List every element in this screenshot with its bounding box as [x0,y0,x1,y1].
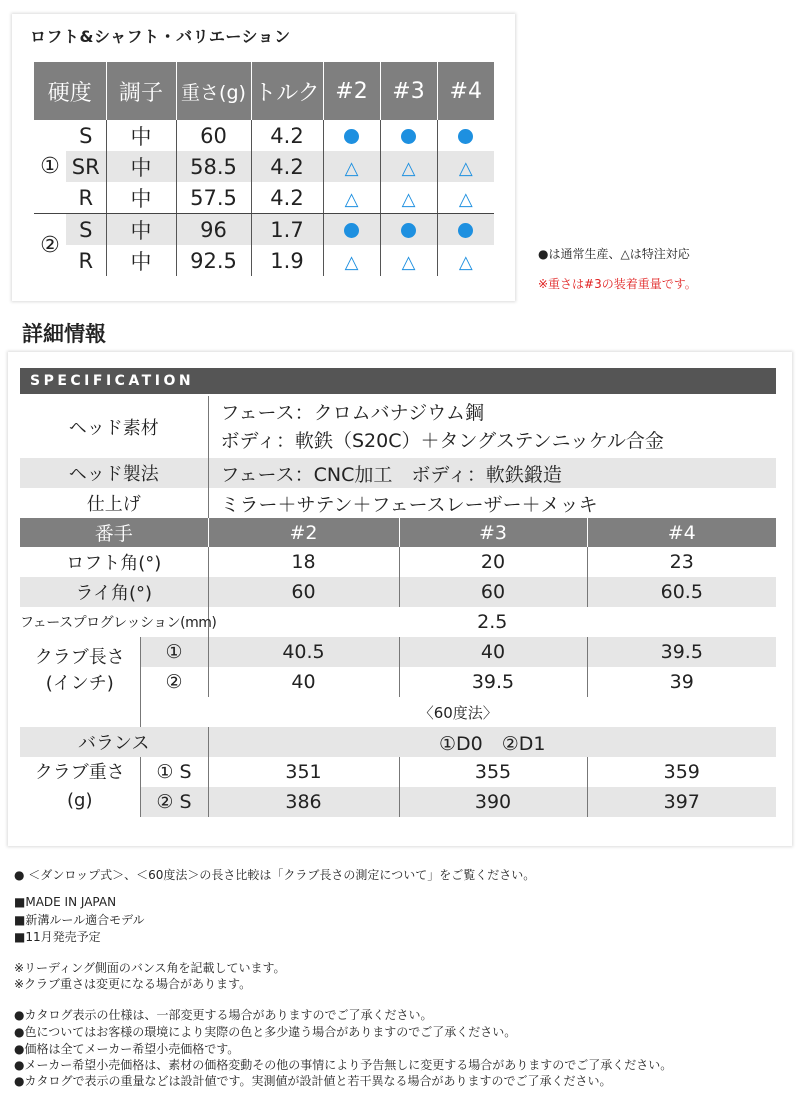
kick-value: 中 [106,151,176,182]
weight-no2: 386 [208,787,399,817]
club-weight-label-2: (g) [67,790,93,811]
balance-value: ①D0 ②D1 [208,727,776,757]
kick-value: 中 [106,120,176,151]
loft-no4: 23 [587,547,776,577]
weight-no3: 390 [399,787,587,817]
weight-no2: 351 [208,757,399,787]
header-weight [176,62,251,120]
note-price-change: ●メーカー希望小売価格は、素材の価格変動その他の事情により予告無しに変更する場合がありますのでご了承ください。 [14,1058,673,1072]
custom-triangle-icon: △ [344,188,359,210]
face-progression-label: フェースプログレッション(mm) [20,615,217,631]
torque-value: 4.2 [251,151,323,182]
loft-no3: 20 [399,547,587,577]
club-weight-label-1: クラブ重さ [34,762,125,783]
availability-no2 [323,214,380,246]
loft-no2: 18 [208,547,399,577]
availability-legend [538,245,690,262]
header-torque: トルク [251,62,323,120]
spec-row-number [20,518,776,547]
availability-no4 [437,182,494,214]
length-mark: ② [140,667,208,697]
note-groove-rule: ■新溝ルール適合モデル [14,913,145,927]
availability-no3 [380,214,437,246]
custom-triangle-icon: △ [458,157,473,179]
availability-no4 [437,120,494,151]
flex-value: R [78,248,94,273]
weight-no4: 359 [587,757,776,787]
custom-triangle-icon: △ [401,251,416,273]
weight-no3: 355 [399,757,587,787]
lie-no4: 60.5 [587,577,776,607]
loft-row [34,214,494,246]
spec-row-loft [20,547,776,577]
group-label: ② [40,232,60,258]
club-length-label-2: (インチ) [45,673,114,694]
loft-row [34,182,494,214]
torque-value: 4.2 [251,182,323,214]
note-price: ●価格は全てメーカー希望小売価格です。 [14,1042,240,1056]
loft-shaft-table [34,62,494,276]
standard-dot-icon [344,129,359,144]
custom-triangle-icon: △ [401,188,416,210]
flex-value: S [66,214,106,246]
flex-value: SR [66,151,106,182]
finish-label: 仕上げ [86,494,141,515]
standard-dot-icon [458,129,473,144]
header-weight-text: 重さ(g) [181,81,246,104]
standard-dot-icon [458,223,473,238]
availability-no4 [437,214,494,246]
availability-no2 [323,245,380,276]
flex-value: S [79,123,93,148]
torque-value: 1.9 [251,245,323,276]
length-mark: ① [140,637,208,667]
note-design-values: ●カタログで表示の重量などは設計値です。実測値が設計値と若干異なる場合がありますのでご了承ください。 [14,1074,612,1088]
loft-shaft-title: ロフト&シャフト・バリエーション [30,27,291,46]
availability-no3 [380,182,437,214]
kick-value: 中 [106,245,176,276]
spec-row-face-progression [20,607,776,637]
head-material-face: フェース：クロムバナジウム鋼 [220,402,485,424]
custom-triangle-icon: △ [458,188,473,210]
weight-mark: ② S [140,787,208,817]
weight-value: 92.5 [176,245,251,276]
availability-no2 [323,151,380,182]
weight-mark: ① S [140,757,208,787]
custom-triangle-icon: △ [458,251,473,273]
lie-label: ライ角(°) [20,577,208,607]
torque-value: 1.7 [251,214,323,246]
flex-value: R [66,182,106,214]
lie-no3: 60 [399,577,587,607]
torque-value: 4.2 [251,120,323,151]
head-material-label: ヘッド素材 [68,418,159,439]
number-no3: #3 [399,518,587,547]
header-hardness: 硬度 [34,62,106,120]
note-made-in-japan: ■MADE IN JAPAN [14,895,117,909]
custom-triangle-icon: △ [344,157,359,179]
header-no3: #3 [380,62,437,120]
legend-text: ●は通常生産、△は特注対応 [538,247,690,261]
loft-row [34,245,494,276]
head-method-value: フェース：CNC加工 ボディ：軟鉄鍛造 [208,458,776,488]
availability-no2 [323,182,380,214]
loft-row [34,120,494,151]
head-method-label: ヘッド製法 [20,458,208,488]
spec-row-finish [20,488,776,518]
note-length-comparison: ● ＜ダンロップ式＞、＜60度法＞の長さ比較は「クラブ長さの測定について」をご覧ください。 [14,868,536,882]
custom-triangle-icon: △ [401,157,416,179]
head-material-body: ボディ：軟鉄（S20C）＋タングステンニッケル合金 [220,430,664,452]
loft-label: ロフト角(°) [66,553,162,574]
length-no2: 40.5 [208,637,399,667]
spec-row-head-material [20,396,776,458]
standard-dot-icon [401,129,416,144]
kick-value: 中 [106,214,176,246]
availability-no4 [437,151,494,182]
header-no2: #2 [323,62,380,120]
note-color: ●色についてはお客様の環境により実際の色と多少違う場合がありますのでご了承ください。 [14,1025,517,1039]
weight-note: ※重さは#3の装着重量です。 [538,277,697,291]
custom-triangle-icon: △ [344,251,359,273]
group-label: ① [34,120,66,214]
note-weight-change: ※クラブ重さは変更になる場合があります。 [14,977,252,991]
spec-row-head-method [20,458,776,488]
kick-value: 中 [106,182,176,214]
length-no2: 40 [208,667,399,697]
loft-header-row [34,62,494,120]
length-no3: 40 [399,637,587,667]
spec-table [20,396,776,817]
length-no3: 39.5 [399,667,587,697]
lie-no2: 60 [208,577,399,607]
face-progression-value: 2.5 [208,607,776,637]
loft-row [34,151,494,182]
length-no4: 39.5 [587,637,776,667]
number-no4: #4 [587,518,776,547]
availability-no3 [380,245,437,276]
spec-row-length-1 [20,637,776,667]
club-weight-label [20,757,140,817]
note-spec-change: ●カタログ表示の仕様は、一部変更する場合がありますのでご了承ください。 [14,1008,433,1022]
detail-heading: 詳細情報 [22,322,106,346]
weight-no4: 397 [587,787,776,817]
head-material-value [208,396,776,458]
availability-no4 [437,245,494,276]
spec-row-weight-1 [20,757,776,787]
availability-no3 [380,151,437,182]
note-bounce-angle: ※リーディング側面のバンス角を記載しています。 [14,961,286,975]
number-no2: #2 [208,518,399,547]
standard-dot-icon [401,223,416,238]
spec-row-lie [20,577,776,607]
finish-value: ミラー＋サテン＋フェースレーザー＋メッキ [208,488,776,518]
note-release: ■11月発売予定 [14,930,101,944]
length-no4: 39 [587,667,776,697]
availability-no3 [380,120,437,151]
spec-row-balance [20,727,776,757]
weight-value: 58.5 [176,151,251,182]
header-kick: 調子 [106,62,176,120]
weight-value: 57.5 [176,182,251,214]
standard-dot-icon [344,223,359,238]
spec-header-bar: SPECIFICATION [20,368,776,394]
availability-no2 [323,120,380,151]
club-length-label-1: クラブ長さ [34,647,125,668]
header-no4: #4 [437,62,494,120]
weight-value: 96 [176,214,251,246]
weight-value: 60 [176,120,251,151]
number-label: 番手 [20,518,208,547]
balance-label: バランス [20,727,208,757]
length-method: 〈60度法〉 [140,697,776,727]
club-length-label [20,637,140,727]
